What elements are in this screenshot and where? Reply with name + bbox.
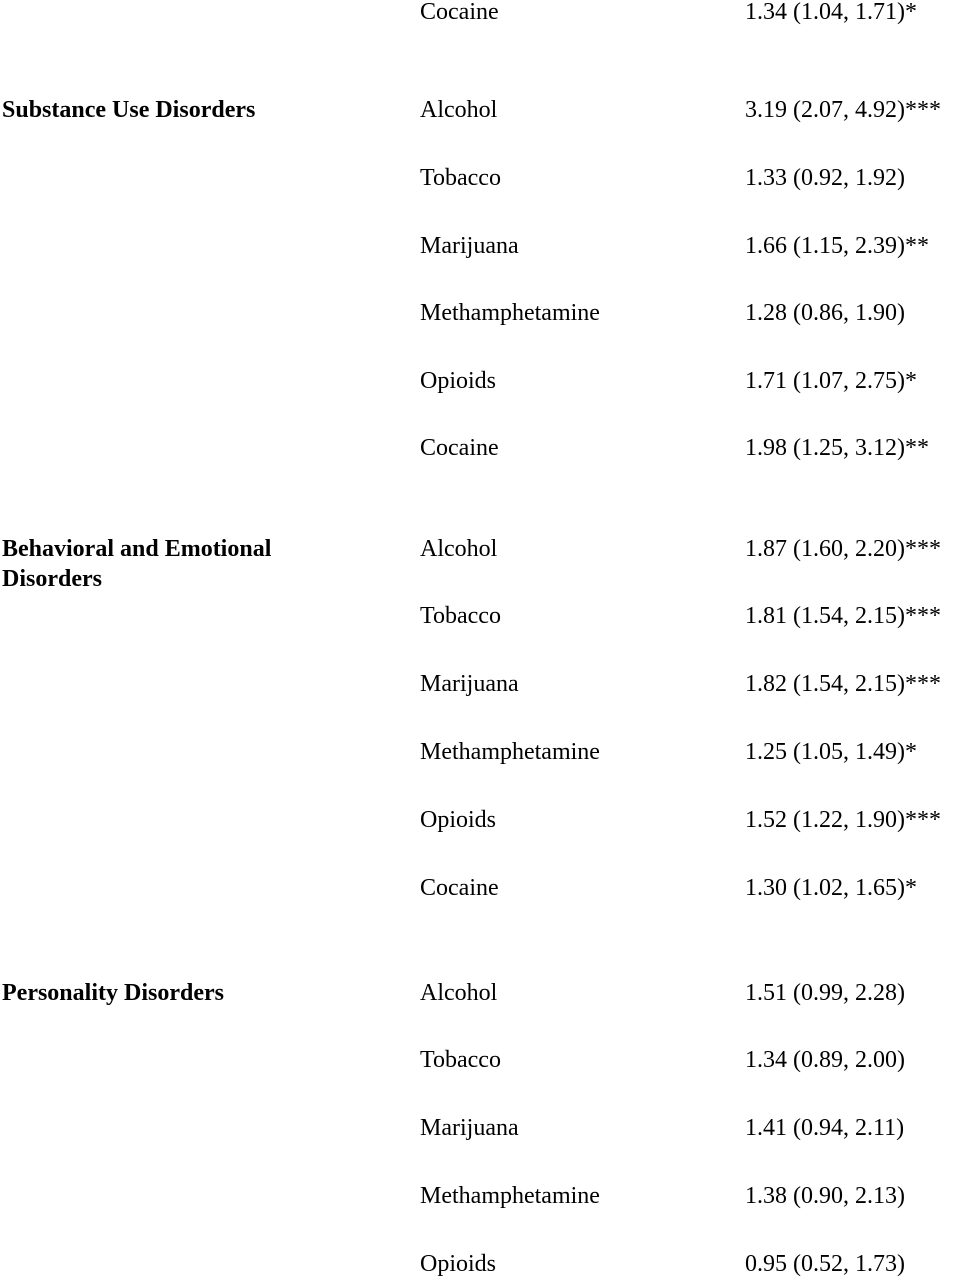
- odds-ratio-value: 1.34 (0.89, 2.00): [745, 1047, 905, 1073]
- odds-ratio-value: 1.33 (0.92, 1.92): [745, 165, 905, 191]
- odds-ratio-value: 1.66 (1.15, 2.39)**: [745, 233, 929, 259]
- odds-ratio-value: 1.28 (0.86, 1.90): [745, 300, 905, 326]
- substance-label: Opioids: [420, 1251, 497, 1277]
- odds-ratio-value: 1.30 (1.02, 1.65)*: [745, 875, 917, 901]
- odds-ratio-value: 1.25 (1.05, 1.49)*: [745, 739, 917, 765]
- substance-label: Opioids: [420, 368, 497, 394]
- odds-ratio-value: 3.19 (2.07, 4.92)***: [745, 97, 941, 123]
- substance-label: Cocaine: [420, 875, 499, 901]
- substance-label: Methamphetamine: [420, 739, 600, 765]
- substance-label: Tobacco: [420, 165, 501, 191]
- odds-ratio-value: 1.51 (0.99, 2.28): [745, 980, 905, 1006]
- substance-label: Alcohol: [420, 980, 498, 1006]
- substance-label: Opioids: [420, 807, 497, 833]
- odds-ratio-value: 1.98 (1.25, 3.12)**: [745, 435, 929, 461]
- category-label: Personality Disorders: [2, 980, 224, 1006]
- odds-ratio-value: 1.81 (1.54, 2.15)***: [745, 603, 941, 629]
- odds-ratio-value: 1.87 (1.60, 2.20)***: [745, 536, 941, 562]
- substance-label: Marijuana: [420, 1115, 519, 1141]
- category-label: Behavioral and Emotional Disorders: [2, 536, 272, 592]
- substance-label: Marijuana: [420, 671, 519, 697]
- substance-label: Tobacco: [420, 603, 501, 629]
- substance-label: Cocaine: [420, 435, 499, 461]
- odds-ratio-value: 1.71 (1.07, 2.75)*: [745, 368, 917, 394]
- odds-ratio-value: 1.34 (1.04, 1.71)*: [745, 0, 917, 25]
- odds-ratio-value: 1.38 (0.90, 2.13): [745, 1183, 905, 1209]
- substance-label: Cocaine: [420, 0, 499, 25]
- substance-label: Alcohol: [420, 97, 498, 123]
- substance-label: Methamphetamine: [420, 1183, 600, 1209]
- odds-ratio-value: 1.82 (1.54, 2.15)***: [745, 671, 941, 697]
- substance-label: Tobacco: [420, 1047, 501, 1073]
- substance-label: Marijuana: [420, 233, 519, 259]
- odds-ratio-value: 1.52 (1.22, 1.90)***: [745, 807, 941, 833]
- category-label: Substance Use Disorders: [2, 97, 256, 123]
- substance-label: Alcohol: [420, 536, 498, 562]
- odds-ratio-value: 1.41 (0.94, 2.11): [745, 1115, 905, 1141]
- odds-ratio-value: 0.95 (0.52, 1.73): [745, 1251, 905, 1277]
- substance-label: Methamphetamine: [420, 300, 600, 326]
